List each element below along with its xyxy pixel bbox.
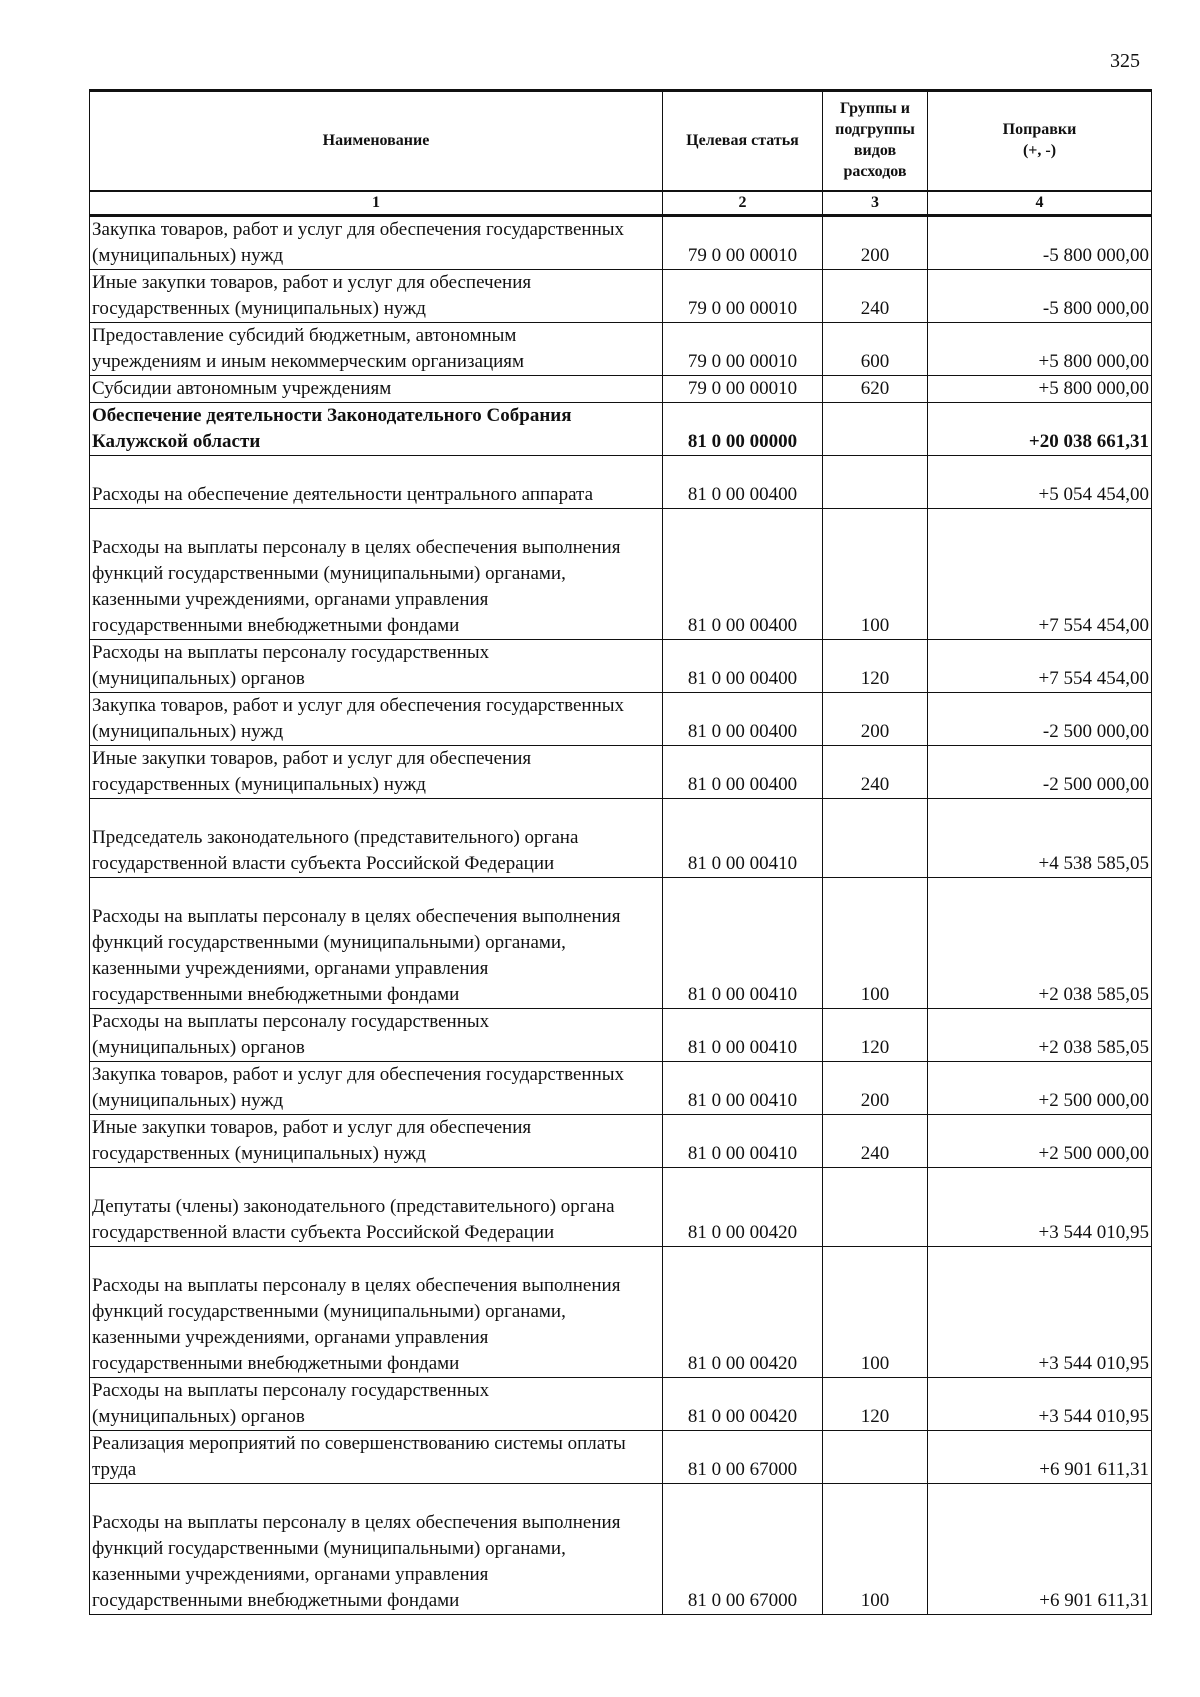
row-expense-group: 600	[823, 323, 928, 376]
budget-table	[89, 89, 1152, 1615]
table-row	[90, 456, 1152, 509]
row-name-line: (муниципальных) нужд	[92, 1090, 284, 1111]
header-amendments	[928, 91, 1152, 192]
header-groups-line: Группы и	[839, 100, 910, 118]
row-amendment: +3 544 010,95	[928, 1378, 1152, 1431]
row-name	[90, 878, 663, 1009]
row-name-line: Иные закупки товаров, работ и услуг для обеспечения	[92, 272, 532, 293]
row-target-article: 79 0 00 00010	[663, 323, 823, 376]
row-amendment: +5 800 000,00	[928, 323, 1152, 376]
header-expense-groups	[823, 91, 928, 192]
row-name	[90, 323, 663, 376]
row-target-article: 79 0 00 00010	[663, 216, 823, 270]
row-name	[90, 640, 663, 693]
row-target-article: 81 0 00 67000	[663, 1484, 823, 1615]
row-amendment: +7 554 454,00	[928, 640, 1152, 693]
row-name-line: государственной власти субъекта Российской Федерации	[92, 853, 555, 874]
table-row	[90, 1247, 1152, 1378]
row-name	[90, 1484, 663, 1615]
row-amendment: +2 038 585,05	[928, 1009, 1152, 1062]
row-target-article: 79 0 00 00010	[663, 270, 823, 323]
row-expense-group: 120	[823, 640, 928, 693]
table-row	[90, 693, 1152, 746]
row-expense-group: 100	[823, 1484, 928, 1615]
row-target-article: 81 0 00 00410	[663, 799, 823, 878]
row-target-article: 81 0 00 00410	[663, 1115, 823, 1168]
row-name-line: функций государственными (муниципальными) органами,	[92, 1538, 566, 1559]
row-name-line: Закупка товаров, работ и услуг для обеспечения государственных	[92, 695, 625, 716]
row-name-line: (муниципальных) органов	[92, 668, 305, 689]
row-target-article: 81 0 00 67000	[663, 1431, 823, 1484]
row-expense-group: 200	[823, 693, 928, 746]
row-target-article: 81 0 00 00420	[663, 1168, 823, 1247]
row-name-line: функций государственными (муниципальными) органами,	[92, 1301, 566, 1322]
row-target-article: 81 0 00 00400	[663, 640, 823, 693]
row-name-line: функций государственными (муниципальными) органами,	[92, 932, 566, 953]
row-name	[90, 1009, 663, 1062]
column-number: 3	[823, 191, 928, 216]
row-name-line: государственной власти субъекта Российской Федерации	[92, 1222, 555, 1243]
row-amendment: +5 054 454,00	[928, 456, 1152, 509]
row-expense-group: 240	[823, 270, 928, 323]
row-amendment: +2 038 585,05	[928, 878, 1152, 1009]
row-name-line: государственными внебюджетными фондами	[92, 1353, 460, 1374]
row-target-article: 81 0 00 00400	[663, 509, 823, 640]
row-name-line: учреждениям и иным некоммерческим организациям	[92, 351, 525, 372]
row-name-line: казенными учреждениями, органами управления	[92, 958, 489, 979]
row-name	[90, 509, 663, 640]
table-row	[90, 1484, 1152, 1615]
row-target-article: 79 0 00 00010	[663, 376, 823, 403]
row-target-article: 81 0 00 00420	[663, 1247, 823, 1378]
header-amendments-sign: (+, -)	[1022, 142, 1057, 159]
row-name-line: Расходы на выплаты персоналу государственных	[92, 1011, 490, 1032]
row-target-article: 81 0 00 00400	[663, 746, 823, 799]
table-row	[90, 640, 1152, 693]
row-amendment: -2 500 000,00	[928, 746, 1152, 799]
row-expense-group: 100	[823, 1247, 928, 1378]
row-expense-group	[823, 1431, 928, 1484]
row-name-line: Иные закупки товаров, работ и услуг для обеспечения	[92, 1117, 532, 1138]
row-amendment: +6 901 611,31	[928, 1484, 1152, 1615]
row-expense-group: 240	[823, 746, 928, 799]
row-name-line: функций государственными (муниципальными) органами,	[92, 563, 566, 584]
table-row	[90, 509, 1152, 640]
row-name	[90, 1062, 663, 1115]
row-name	[90, 1115, 663, 1168]
row-name-line: Депутаты (члены) законодательного (представительного) органа	[92, 1196, 615, 1217]
row-name	[90, 270, 663, 323]
table-row	[90, 323, 1152, 376]
row-name-line: (муниципальных) органов	[92, 1037, 305, 1058]
row-target-article: 81 0 00 00410	[663, 1009, 823, 1062]
row-amendment: +7 554 454,00	[928, 509, 1152, 640]
row-amendment: +5 800 000,00	[928, 376, 1152, 403]
table-row	[90, 746, 1152, 799]
row-name-line: Расходы на выплаты персоналу государственных	[92, 642, 490, 663]
row-expense-group: 120	[823, 1009, 928, 1062]
row-name-line: Калужской области	[92, 431, 261, 452]
row-expense-group: 240	[823, 1115, 928, 1168]
column-number: 2	[663, 191, 823, 216]
row-expense-group: 620	[823, 376, 928, 403]
row-name-line: казенными учреждениями, органами управления	[92, 1327, 489, 1348]
row-name-line: Расходы на выплаты персоналу в целях обеспечения выполнения	[92, 1275, 621, 1296]
row-target-article: 81 0 00 00410	[663, 878, 823, 1009]
row-name-line: Расходы на выплаты персоналу государственных	[92, 1380, 490, 1401]
row-name	[90, 376, 663, 403]
row-expense-group	[823, 799, 928, 878]
row-name-line: государственных (муниципальных) нужд	[92, 1143, 426, 1164]
row-name-line: государственными внебюджетными фондами	[92, 984, 460, 1005]
row-name-line: Расходы на обеспечение деятельности центрального аппарата	[92, 484, 594, 505]
page-number: 325	[1110, 50, 1140, 72]
table-row	[90, 1115, 1152, 1168]
table-row	[90, 1168, 1152, 1247]
row-name-line: Иные закупки товаров, работ и услуг для обеспечения	[92, 748, 532, 769]
table-header-row	[90, 91, 1152, 192]
row-name-line: казенными учреждениями, органами управления	[92, 1564, 489, 1585]
row-name	[90, 1168, 663, 1247]
table-row	[90, 216, 1152, 270]
table-row	[90, 1378, 1152, 1431]
row-name-line: государственных (муниципальных) нужд	[92, 774, 426, 795]
row-name	[90, 1378, 663, 1431]
row-amendment: +3 544 010,95	[928, 1168, 1152, 1247]
row-target-article: 81 0 00 00000	[663, 403, 823, 456]
row-name-line: Предоставление субсидий бюджетным, автономным	[92, 325, 517, 346]
row-amendment: +4 538 585,05	[928, 799, 1152, 878]
row-target-article: 81 0 00 00400	[663, 456, 823, 509]
column-number: 4	[928, 191, 1152, 216]
row-name	[90, 1247, 663, 1378]
row-name-line: (муниципальных) органов	[92, 1406, 305, 1427]
row-name	[90, 799, 663, 878]
row-expense-group: 100	[823, 509, 928, 640]
table-row	[90, 270, 1152, 323]
row-amendment: -2 500 000,00	[928, 693, 1152, 746]
row-amendment: +3 544 010,95	[928, 1247, 1152, 1378]
table-body	[90, 216, 1152, 1615]
row-name-line: Расходы на выплаты персоналу в целях обеспечения выполнения	[92, 906, 621, 927]
row-name-line: Расходы на выплаты персоналу в целях обеспечения выполнения	[92, 537, 621, 558]
row-amendment: +2 500 000,00	[928, 1062, 1152, 1115]
row-name	[90, 693, 663, 746]
table-row	[90, 1009, 1152, 1062]
row-target-article: 81 0 00 00400	[663, 693, 823, 746]
header-groups-line: подгруппы	[835, 121, 915, 139]
row-name	[90, 403, 663, 456]
row-amendment: +20 038 661,31	[928, 403, 1152, 456]
table-row	[90, 376, 1152, 403]
table-row	[90, 799, 1152, 878]
row-name-line: Обеспечение деятельности Законодательного Собрания	[92, 405, 572, 426]
row-expense-group: 200	[823, 1062, 928, 1115]
row-expense-group	[823, 403, 928, 456]
column-number: 1	[90, 191, 663, 216]
row-name	[90, 746, 663, 799]
row-expense-group	[823, 1168, 928, 1247]
header-amendments-title: Поправки	[1002, 121, 1077, 139]
row-name-line: Закупка товаров, работ и услуг для обеспечения государственных	[92, 1064, 625, 1085]
column-number-row	[90, 191, 1152, 216]
row-name-line: Субсидии автономным учреждениям	[92, 378, 392, 399]
table-row	[90, 1062, 1152, 1115]
row-name-line: казенными учреждениями, органами управления	[92, 589, 489, 610]
row-name	[90, 456, 663, 509]
header-groups-line: расходов	[843, 162, 907, 180]
row-name-line: Председатель законодательного (представительного) органа	[92, 827, 579, 848]
row-expense-group: 200	[823, 216, 928, 270]
row-target-article: 81 0 00 00410	[663, 1062, 823, 1115]
row-name-line: государственными внебюджетными фондами	[92, 1590, 460, 1611]
row-name-line: Закупка товаров, работ и услуг для обеспечения государственных	[92, 219, 625, 240]
table-row	[90, 878, 1152, 1009]
row-name-line: государственных (муниципальных) нужд	[92, 298, 426, 319]
row-amendment: +6 901 611,31	[928, 1431, 1152, 1484]
row-name-line: Реализация мероприятий по совершенствованию системы оплаты	[92, 1433, 626, 1454]
row-name-line: государственными внебюджетными фондами	[92, 615, 460, 636]
row-name	[90, 1431, 663, 1484]
row-name	[90, 216, 663, 270]
table-row	[90, 403, 1152, 456]
row-amendment: -5 800 000,00	[928, 216, 1152, 270]
row-name-line: (муниципальных) нужд	[92, 245, 284, 266]
row-name-line: труда	[92, 1459, 137, 1480]
row-amendment: -5 800 000,00	[928, 270, 1152, 323]
row-name-line: (муниципальных) нужд	[92, 721, 284, 742]
row-name-line: Расходы на выплаты персоналу в целях обеспечения выполнения	[92, 1512, 621, 1533]
table-row	[90, 1431, 1152, 1484]
header-target-article: Целевая статья	[663, 91, 823, 192]
row-expense-group: 100	[823, 878, 928, 1009]
row-target-article: 81 0 00 00420	[663, 1378, 823, 1431]
row-expense-group: 120	[823, 1378, 928, 1431]
row-expense-group	[823, 456, 928, 509]
header-name: Наименование	[90, 91, 663, 192]
header-groups-line: видов	[853, 142, 897, 159]
row-amendment: +2 500 000,00	[928, 1115, 1152, 1168]
